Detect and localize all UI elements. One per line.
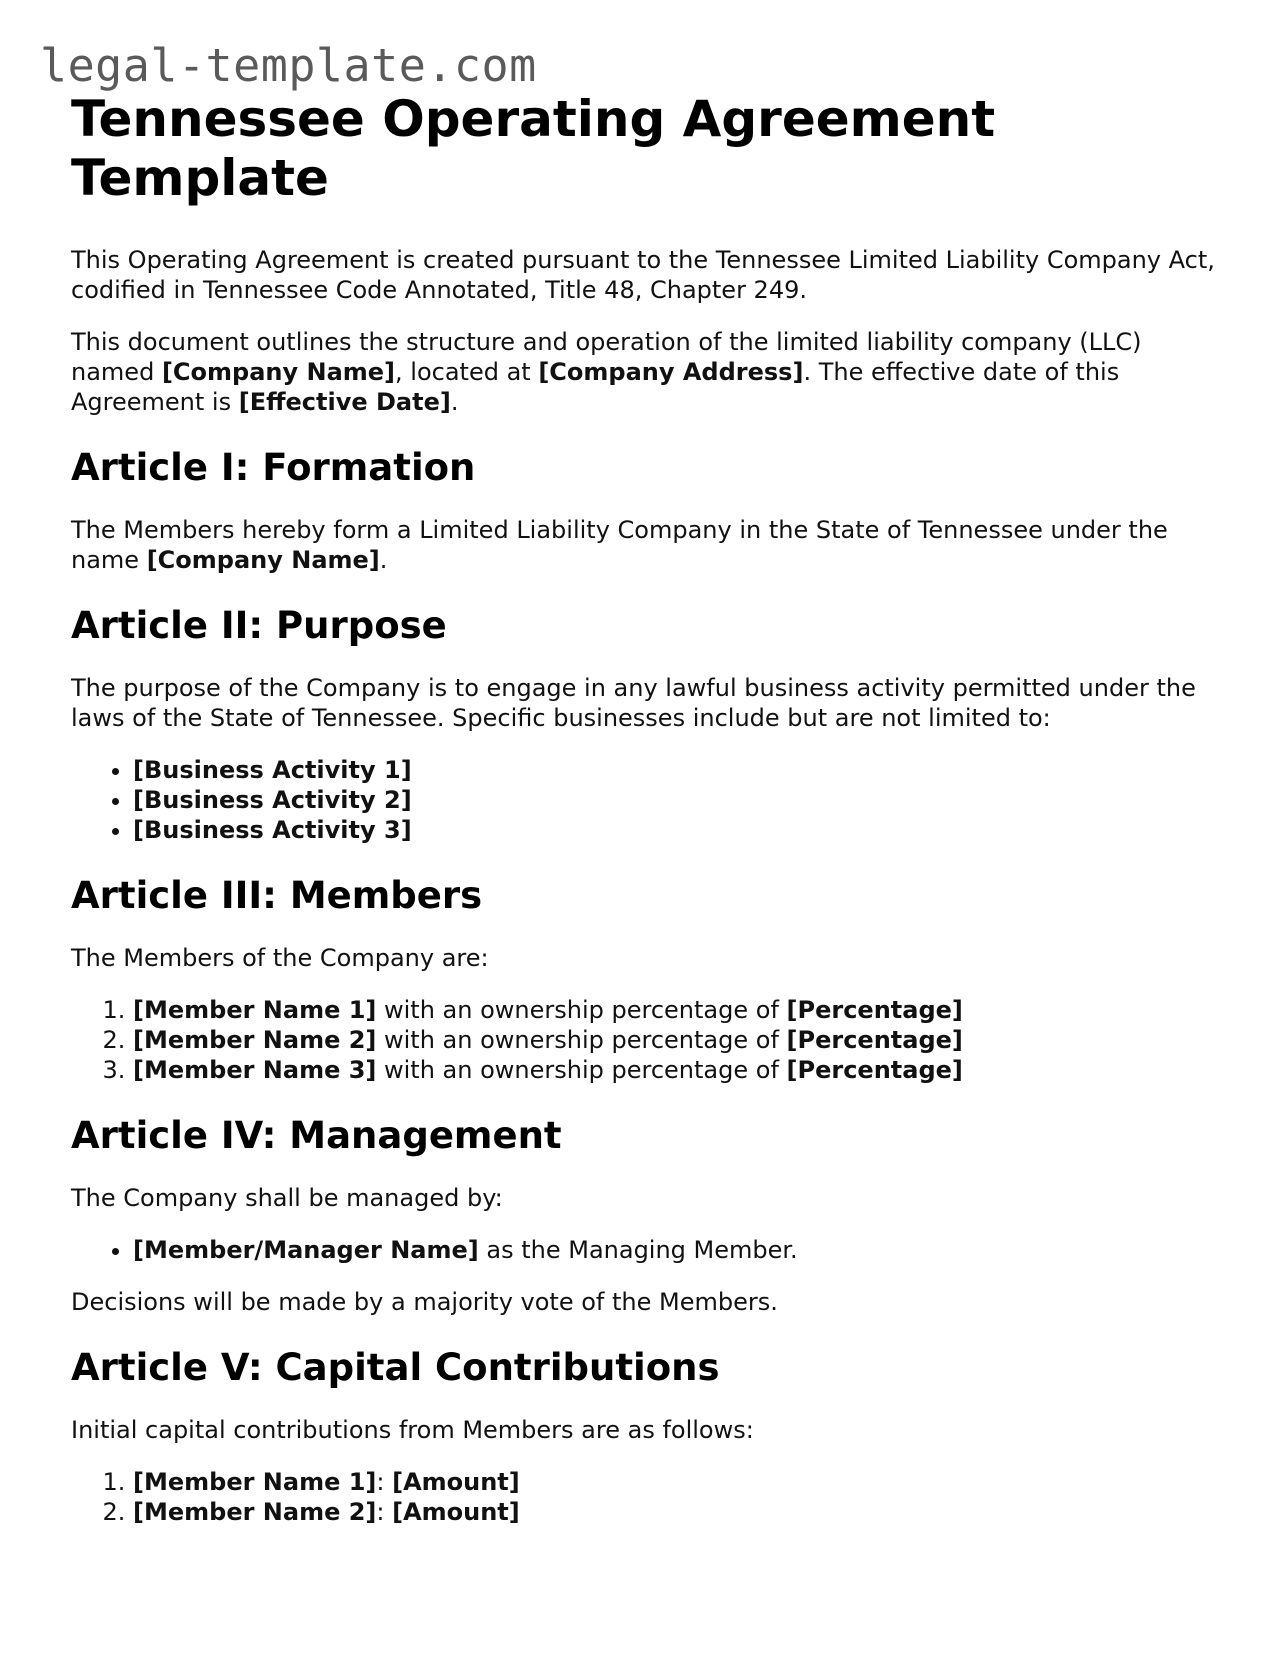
manager-name: [Member/Manager Name]: [133, 1236, 479, 1264]
member-connector: with an ownership percentage of: [376, 1026, 787, 1054]
article-1-text-a: The Members hereby form a Limited Liability Company in the State of Tennessee under the name: [71, 516, 1168, 574]
manager-role: as the Managing Member.: [478, 1236, 798, 1264]
article-2-heading: Article II: Purpose: [71, 604, 447, 647]
contributions-list: [71, 1467, 1221, 1527]
list-item: [133, 1467, 1221, 1497]
article-1-text: [71, 515, 1221, 575]
member-name: [Member Name 2]: [133, 1498, 377, 1526]
list-item: [133, 995, 1221, 1025]
member-name: [Member Name 2]: [133, 1026, 377, 1054]
manager-list: [71, 1235, 1221, 1265]
article-3-text: The Members of the Company are:: [71, 944, 489, 972]
contribution-amount: [Amount]: [392, 1468, 520, 1496]
article-4-heading: Article IV: Management: [71, 1114, 562, 1157]
article-4-text: The Company shall be managed by:: [71, 1184, 503, 1212]
member-percentage: [Percentage]: [786, 1026, 963, 1054]
member-name: [Member Name 1]: [133, 996, 377, 1024]
contribution-amount: [Amount]: [392, 1498, 520, 1526]
list-item: [133, 1055, 1221, 1085]
company-address-placeholder: [Company Address]: [538, 358, 804, 386]
company-name-placeholder: [Company Name]: [146, 546, 380, 574]
site-watermark: legal-template.com: [40, 39, 537, 92]
decisions-text: Decisions will be made by a majority vote of the Members.: [71, 1288, 778, 1316]
list-item: [133, 1497, 1221, 1527]
intro-text-c: . The effective date of this Agreement is: [71, 358, 1120, 416]
members-list: [71, 995, 1221, 1085]
member-name: [Member Name 1]: [133, 1468, 377, 1496]
business-activity-list: [71, 755, 1221, 845]
intro-text-b: , located at: [395, 358, 539, 386]
article-3-heading: Article III: Members: [71, 874, 483, 917]
article-2-text: The purpose of the Company is to engage in any lawful business activity permitted under the laws of the State of Tennessee. Specific businesses include but are not limited to:: [71, 674, 1196, 732]
list-item: [133, 815, 1221, 845]
company-name-placeholder: [Company Name]: [161, 358, 396, 386]
contribution-separator: :: [376, 1468, 393, 1496]
intro-text-a: This document outlines the structure and operation of the limited liability company (LLC) named: [71, 328, 1142, 386]
business-activity: [Business Activity 2]: [133, 786, 412, 814]
document-title: Tennessee Operating Agreement Template: [71, 90, 996, 207]
member-connector: with an ownership percentage of: [376, 1056, 787, 1084]
member-connector: with an ownership percentage of: [376, 996, 787, 1024]
article-1-heading: Article I: Formation: [71, 446, 476, 489]
intro-text-d: .: [450, 388, 459, 416]
list-item: [133, 1025, 1221, 1055]
business-activity: [Business Activity 1]: [133, 756, 412, 784]
member-name: [Member Name 3]: [133, 1056, 377, 1084]
intro-paragraph-2: [71, 327, 1221, 417]
effective-date-placeholder: [Effective Date]: [238, 388, 451, 416]
contribution-separator: :: [376, 1498, 393, 1526]
article-5-text: Initial capital contributions from Members are as follows:: [71, 1416, 754, 1444]
article-5-heading: Article V: Capital Contributions: [71, 1346, 720, 1389]
document-body: [71, 90, 1221, 1527]
member-percentage: [Percentage]: [786, 1056, 963, 1084]
list-item: [133, 1235, 1221, 1265]
member-percentage: [Percentage]: [786, 996, 963, 1024]
business-activity: [Business Activity 3]: [133, 816, 412, 844]
list-item: [133, 755, 1221, 785]
list-item: [133, 785, 1221, 815]
article-1-text-b: .: [379, 546, 388, 574]
intro-paragraph-1: This Operating Agreement is created pursuant to the Tennessee Limited Liability Company Act, codified in Tennessee Code Annotated, Title 48, Chapter 249.: [71, 246, 1215, 304]
